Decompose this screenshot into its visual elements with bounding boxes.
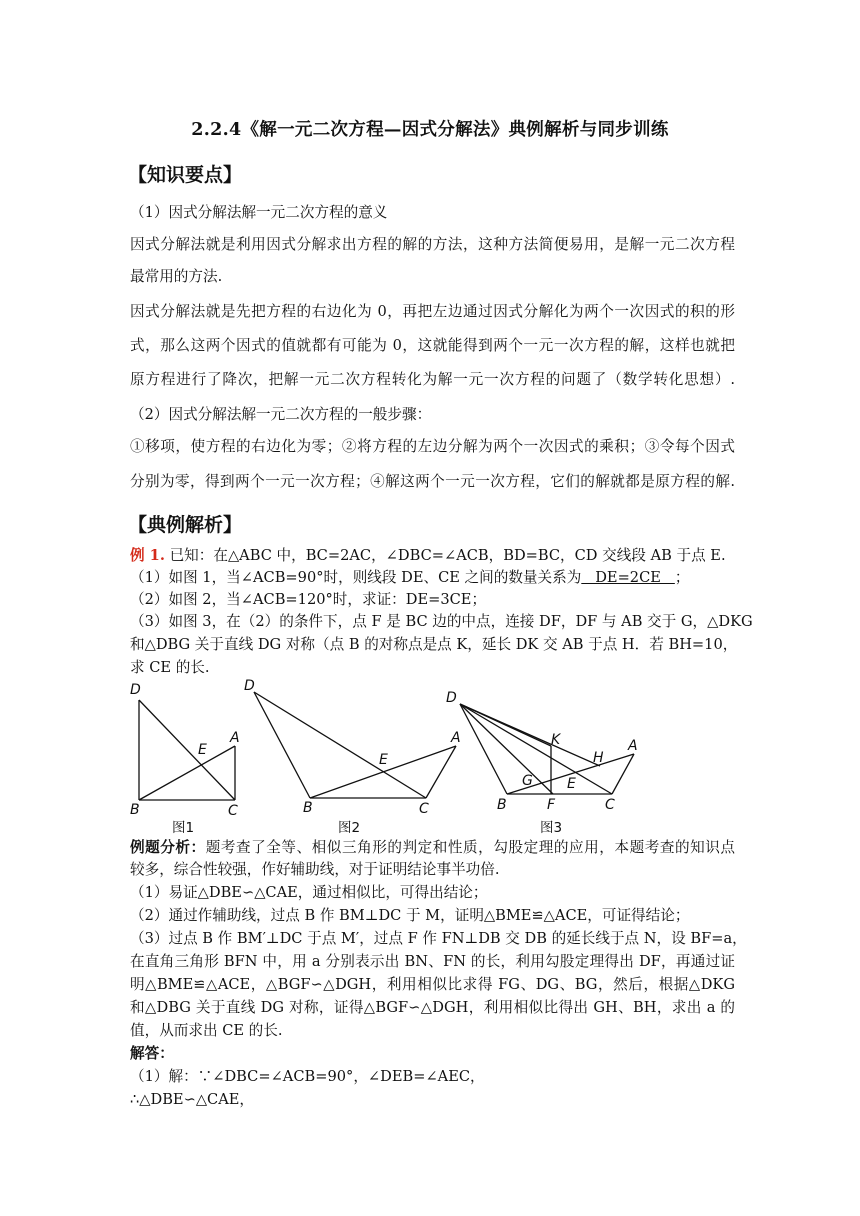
analysis-point-3: （3）过点 B 作 BM′⊥DC 于点 M′，过点 F 作 FN⊥DB 交 DB 的延长线于点 N，设 BF=a， <box>130 930 747 947</box>
analysis-label: 例题分析： <box>130 839 206 856</box>
figure-1 <box>126 680 251 840</box>
fig2-label-c: C <box>419 801 429 817</box>
fig1-label-d: D <box>130 682 141 698</box>
question-3-line-3: 求 CE 的长. <box>130 659 210 676</box>
knowledge-line-1: （1）因式分解法解一元二次方程的意义 <box>130 204 388 221</box>
knowledge-line-4: 因式分解法就是先把方程的右边化为 0，再把左边通过因式分解化为两个一次因式的积的形 <box>130 303 735 320</box>
analysis-point-2: （2）通过作辅助线，过点 B 作 BM⊥DC 于 M，证明△BME≌△ACE，可证得结论； <box>130 907 690 924</box>
knowledge-line-7: （2）因式分解法解一元二次方程的一般步骤： <box>130 406 432 423</box>
fig3-label-c: C <box>605 797 615 813</box>
analysis-line-2: 较多，综合性较强，作好辅助线，对于证明结论事半功倍. <box>130 861 500 878</box>
section-heading-knowledge: 【知识要点】 <box>128 164 243 186</box>
answer-label: 解答： <box>130 1045 174 1062</box>
fig3-label-f: F <box>547 797 556 813</box>
figure-2 <box>238 676 474 840</box>
example-label: 例 1. <box>130 547 165 564</box>
knowledge-line-3: 最常用的方法. <box>130 268 223 285</box>
fig3-label-b: B <box>497 797 507 813</box>
analysis-text-1: 题考查了全等、相似三角形的判定和性质，勾股定理的应用，本题考查的知识点 <box>205 839 735 856</box>
fig2-label-e: E <box>379 752 388 768</box>
figure-3 <box>440 686 646 840</box>
question-3-line-1: （3）如图 3，在（2）的条件下，点 F 是 BC 边的中点，连接 DF，DF 与 AB 交于 G，△DKG <box>130 613 753 630</box>
fig3-label-a: A <box>628 738 638 754</box>
fig2-label-d: D <box>244 678 255 694</box>
question-1-answer: DE=2CE <box>581 569 675 586</box>
analysis-point-1: （1）易证△DBE∽△CAE，通过相似比，可得出结论； <box>130 884 488 901</box>
fig3-label-h: H <box>593 750 604 766</box>
example-1-statement <box>130 546 735 566</box>
analysis-point-7: 值，从而求出 CE 的长. <box>130 1022 283 1039</box>
question-1-text: （1）如图 1，当∠ACB=90°时，则线段 DE、CE 之间的数量关系为 <box>130 569 582 586</box>
knowledge-line-9: 分别为零，得到两个一元一次方程；④解这两个一元一次方程，它们的解就都是原方程的解. <box>130 473 735 490</box>
fig3-label-g: G <box>522 773 533 789</box>
knowledge-line-2: 因式分解法就是利用因式分解求出方程的解的方法，这种方法简便易用，是解一元二次方程 <box>130 236 735 253</box>
fig2-label-b: B <box>303 800 313 816</box>
fig2-label-a: A <box>451 730 461 746</box>
answer-line-2: ∴△DBE∽△CAE， <box>130 1091 254 1108</box>
question-2: （2）如图 2，当∠ACB=120°时，求证：DE=3CE； <box>130 591 487 608</box>
fig3-caption: 图3 <box>540 820 563 836</box>
document-title: 2.2.4《解一元二次方程—因式分解法》典例解析与同步训练 <box>191 120 669 140</box>
fig1-label-e: E <box>198 742 207 758</box>
fig1-label-a: A <box>230 730 240 746</box>
analysis-point-5: 明△BME≌△ACE，△BGF∽△DGH，利用相似比求得 FG、DG、BG，然后，根据△DKG <box>130 976 735 993</box>
analysis-line-1 <box>130 838 735 858</box>
fig3-label-d: D <box>446 690 457 706</box>
fig1-label-b: B <box>130 802 140 818</box>
question-1-suffix: ； <box>674 569 690 586</box>
section-heading-examples: 【典例解析】 <box>128 514 243 536</box>
knowledge-line-8: ①移项，使方程的右边化为零；②将方程的左边分解为两个一次因式的乘积；③令每个因式 <box>130 438 735 455</box>
question-1 <box>130 568 735 588</box>
knowledge-line-5: 式，那么这两个因式的值就都有可能为 0，这就能得到两个一元一次方程的解，这样也就把 <box>130 337 735 354</box>
knowledge-line-6: 原方程进行了降次，把解一元二次方程转化为解一元一次方程的问题了（数学转化思想）. <box>130 371 735 388</box>
fig1-label-c: C <box>228 803 238 819</box>
example-text: 已知：在△ABC 中，BC=2AC，∠DBC=∠ACB，BD=BC，CD 交线段 AB 于点 E. <box>169 547 726 564</box>
fig1-caption: 图1 <box>172 820 195 836</box>
fig3-label-k: K <box>551 732 561 748</box>
analysis-point-6: 和△DBG 关于直线 DG 对称，证得△BGF∽△DGH，利用相似比得出 GH、BH，求出 a 的 <box>130 999 735 1016</box>
fig2-caption: 图2 <box>338 820 361 836</box>
question-3-line-2: 和△DBG 关于直线 DG 对称（点 B 的对称点是点 K，延长 DK 交 AB 于点 H．若 BH=10， <box>130 636 738 653</box>
analysis-point-4: 在直角三角形 BFN 中，用 a 分别表示出 BN、FN 的长，利用勾股定理得出 DF，再通过证 <box>130 953 735 970</box>
fig3-label-e: E <box>567 776 576 792</box>
answer-line-1: （1）解：∵∠DBC=∠ACB=90°，∠DEB=∠AEC， <box>130 1068 485 1085</box>
